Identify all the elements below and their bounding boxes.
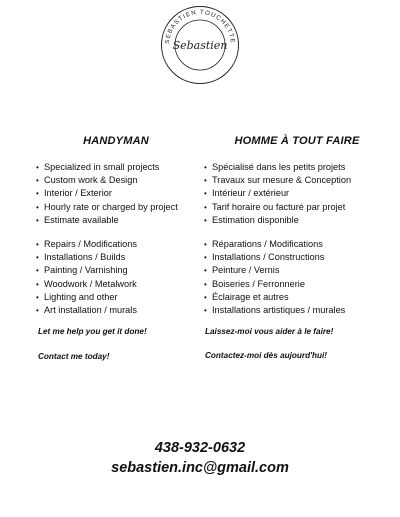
logo-ring-text: SEBASTIEN TOUCHETTE [163, 8, 237, 45]
french-column [204, 135, 390, 317]
list-item: • Art installation / murals [36, 304, 196, 317]
list-item: • Boiseries / Ferronnerie [204, 278, 390, 291]
list-item: • Hourly rate or charged by project [36, 201, 196, 214]
list-item: • Travaux sur mesure & Conception [204, 174, 390, 187]
french-heading: HOMME À TOUT FAIRE [234, 135, 360, 147]
list-item: • Spécialisé dans les petits projets [204, 161, 390, 174]
english-column [36, 135, 196, 317]
french-tagline: Laissez-moi vous aider à le faire! [205, 327, 334, 336]
list-item: • Painting / Varnishing [36, 264, 196, 277]
list-item: • Intérieur / extérieur [204, 187, 390, 200]
list-item: • Éclairage et autres [204, 291, 390, 304]
french-work-types-list [204, 238, 390, 317]
list-item: • Installations / Builds [36, 251, 196, 264]
english-services-list [36, 161, 196, 227]
english-work-types-list [36, 238, 196, 317]
english-tagline: Let me help you get it done! [38, 327, 147, 336]
english-cta: Contact me today! [38, 352, 110, 361]
logo-signature: Sebastien [172, 39, 228, 52]
phone-number: 438-932-0632 [154, 440, 246, 456]
list-item: • Interior / Exterior [36, 187, 196, 200]
list-item: • Peinture / Vernis [204, 264, 390, 277]
french-cta: Contactez-moi dès aujourd'hui! [205, 351, 328, 360]
list-item: • Estimate available [36, 214, 196, 227]
list-item: • Specialized in small projects [36, 161, 196, 174]
list-item: • Woodwork / Metalwork [36, 278, 196, 291]
list-item: • Repairs / Modifications [36, 238, 196, 251]
email-address: sebastien.inc@gmail.com [111, 460, 289, 476]
list-item: • Installations artistiques / murales [204, 304, 390, 317]
list-item: • Tarif horaire ou facturé par projet [204, 201, 390, 214]
list-item: • Estimation disponible [204, 214, 390, 227]
circular-signature-logo-icon [160, 5, 240, 85]
list-item: • Custom work & Design [36, 174, 196, 187]
brand-logo [160, 5, 240, 85]
list-item: • Réparations / Modifications [204, 238, 390, 251]
english-heading: HANDYMAN [83, 135, 149, 147]
french-services-list [204, 161, 390, 227]
list-item: • Installations / Constructions [204, 251, 390, 264]
list-item: • Lighting and other [36, 291, 196, 304]
